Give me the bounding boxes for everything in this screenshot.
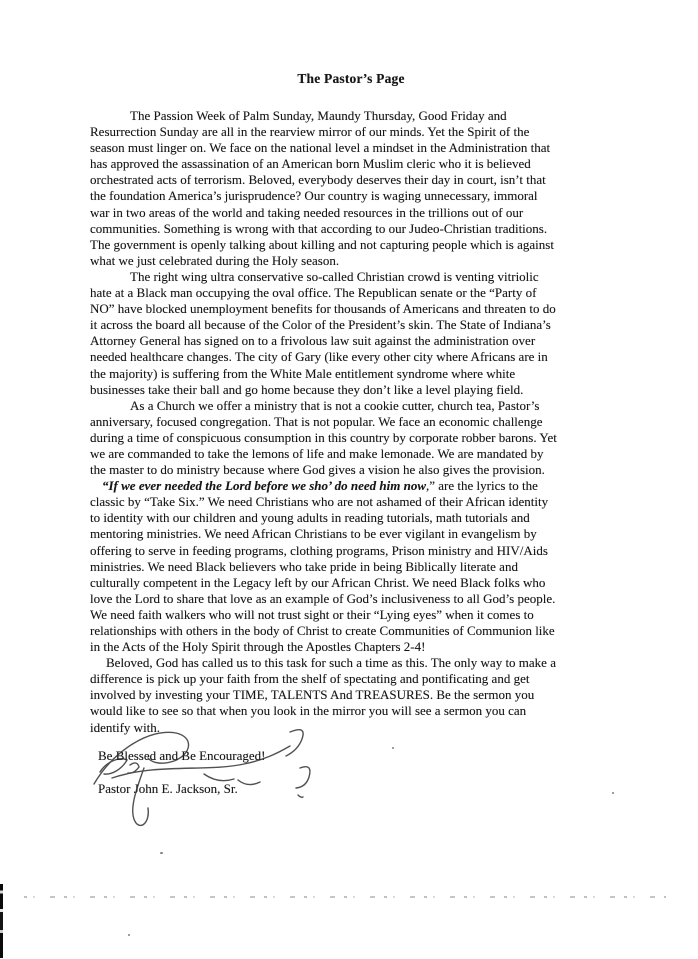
text-line: classic by “Take Six.” We need Christians who are not ashamed of their African identity [90, 494, 549, 510]
paragraph [90, 398, 612, 478]
text-line: season must linger on. We face on the national level a mindset in the Administration that [90, 140, 551, 156]
text-line: Resurrection Sunday are all in the rearview mirror of our minds. Yet the Spirit of the [90, 124, 530, 140]
text-line: anniversary, focused congregation. That is not popular. We face an economic challenge [90, 413, 543, 429]
scan-edge-artifact [0, 884, 3, 958]
paragraph [90, 655, 612, 735]
closing-salutation: Be Blessed and Be Encouraged! [98, 747, 266, 763]
text-line: Attorney General has signed on to a frivolous law suit against the administration over [90, 333, 536, 349]
text-line: war in two areas of the world and taking needed resources in the trillions out of our [90, 204, 524, 220]
text-line: businesses take their ball and go home because they don’t like a level playing field. [90, 381, 524, 397]
text-line: The Passion Week of Palm Sunday, Maundy Thursday, Good Friday and [130, 108, 507, 123]
text-line: difference is pick up your faith from the shelf of spectating and pontificating and get [90, 671, 530, 687]
text-line: As a Church we offer a ministry that is not a cookie cutter, church tea, Pastor’s [130, 397, 540, 413]
text-line: offering to serve in feeding programs, clothing programs, Prison ministry and HIV/Aids [90, 542, 548, 558]
text-line: ministries. We need Black believers who take pride in being Biblically literate and [90, 558, 518, 574]
scan-dot-artifact [612, 792, 614, 794]
scan-dot-artifact [392, 747, 394, 749]
text-line: communities. Something is wrong with that according to our Judeo-Christian traditions. [90, 220, 548, 236]
letter-content [90, 70, 612, 797]
text-line: involved by investing your TIME, TALENTS And TREASURES. Be the sermon you [90, 687, 535, 703]
text-line: the majority) is suffering from the White Male entitlement syndrome where white [90, 365, 516, 381]
text-line: culturally competent in the Legacy left by our African Christ. We need Black folks who [90, 574, 546, 590]
text-line: what we just celebrated during the Holy season. [90, 252, 340, 268]
text-line: The right wing ultra conservative so-called Christian crowd is venting vitriolic [130, 268, 539, 284]
text-line: relationships with others in the body of Christ to create Communities of Communion like [90, 623, 555, 638]
text-line: the master to do ministry because where God gives a vision he also gives the provision. [90, 462, 545, 478]
text-line: hate at a Black man occupying the oval office. The Republican senate or the “Party of [90, 285, 537, 301]
text-line: identify with. [90, 719, 161, 735]
text-line [90, 478, 612, 494]
text-line: we are commanded to take the lemons of life and make lemonade. We are mandated by [90, 445, 544, 461]
text-line: to identity with our children and young adults in reading tutorials, math tutorials and [90, 510, 530, 526]
text-line: The government is openly talking about killing and not capturing people which is against [90, 236, 554, 252]
text-segment: ,” are the lyrics to the [426, 478, 538, 494]
paragraph [90, 478, 612, 655]
text-line: love the Lord to share that love as an example of God’s inclusiveness to all God’s people. [90, 590, 556, 606]
paragraph [90, 108, 612, 269]
text-line: mentoring ministries. We need African Christians to be ever vigilant in evangelism by [90, 526, 537, 542]
text-line: has approved the assassination of an American born Muslim cleric who it is believed [90, 156, 531, 172]
text-line: in the Acts of the Holy Spirit through the Apostles Chapters 2-4! [90, 639, 426, 655]
page-title: The Pastor’s Page [297, 71, 405, 86]
paragraph [90, 269, 612, 398]
text-line: needed healthcare changes. The city of Gary (like every other city where Africans are in [90, 349, 548, 365]
scan-dot-artifact [160, 852, 163, 854]
text-line: it across the board all because of the Color of the President’s skin. The State of Indiana’s [90, 317, 551, 333]
signatory-name: Pastor John E. Jackson, Sr. [98, 780, 238, 796]
text-line: during a time of conspicuous consumption in this country by corporate robber barons. Yet [90, 429, 557, 445]
scan-speckle-artifact [24, 896, 666, 898]
text-line: orchestrated acts of terrorism. Beloved, everybody deserves their day in court, isn’t that [90, 172, 546, 188]
text-line: the foundation America’s jurisprudence? Our country is waging unnecessary, immoral [90, 188, 538, 204]
text-line: would like to see so that when you look in the mirror you will see a sermon you can [90, 703, 527, 719]
text-line: NO” have blocked unemployment benefits for thousands of Americans and threaten to do [90, 301, 556, 317]
scan-dot-artifact [128, 934, 130, 936]
text-line: Beloved, God has called us to this task for such a time as this. The only way to make a [106, 655, 556, 671]
paragraphs [90, 108, 612, 736]
text-line: We need faith walkers who will not trust sight or their “Lying eyes” when it comes to [90, 606, 534, 622]
quote-emphasis: “If we ever needed the Lord before we sho’ do need him now [102, 478, 426, 494]
